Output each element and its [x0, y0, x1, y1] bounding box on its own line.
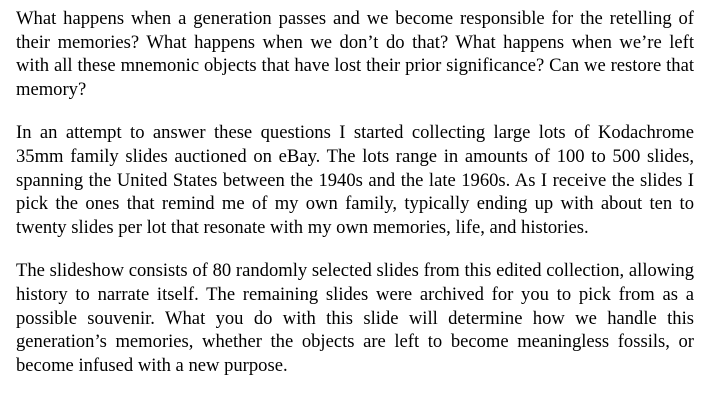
paragraph-collecting-slides: In an attempt to answer these questions I started collecting large lots of Kodachrome 35mm family slides auctioned on eBay. The lots range in amounts of 100 to 500 slides, spanning the United States between the 1940s and the late 1960s. As I receive the slides I pick the ones that remind me of my own family, typically ending up with about ten to twenty slides per lot that resonate with my own memories, life, and histories.: [16, 122, 694, 238]
document-body: [16, 7, 694, 397]
paragraph-slideshow: The slideshow consists of 80 randomly selected slides from this edited collection, allowing history to narrate itself. The remaining slides were archived for you to pick from as a possible souvenir. What you do with this slide will determine how we handle this generation’s memories, whether the objects are left to become meaningless fossils, or become infused with a new purpose.: [16, 260, 694, 376]
paragraph-intro-questions: What happens when a generation passes and we become responsible for the retelling of their memories? What happens when we don’t do that? What happens when we’re left with all these mnemonic objects that have lost their prior significance? Can we restore that memory?: [16, 8, 694, 100]
